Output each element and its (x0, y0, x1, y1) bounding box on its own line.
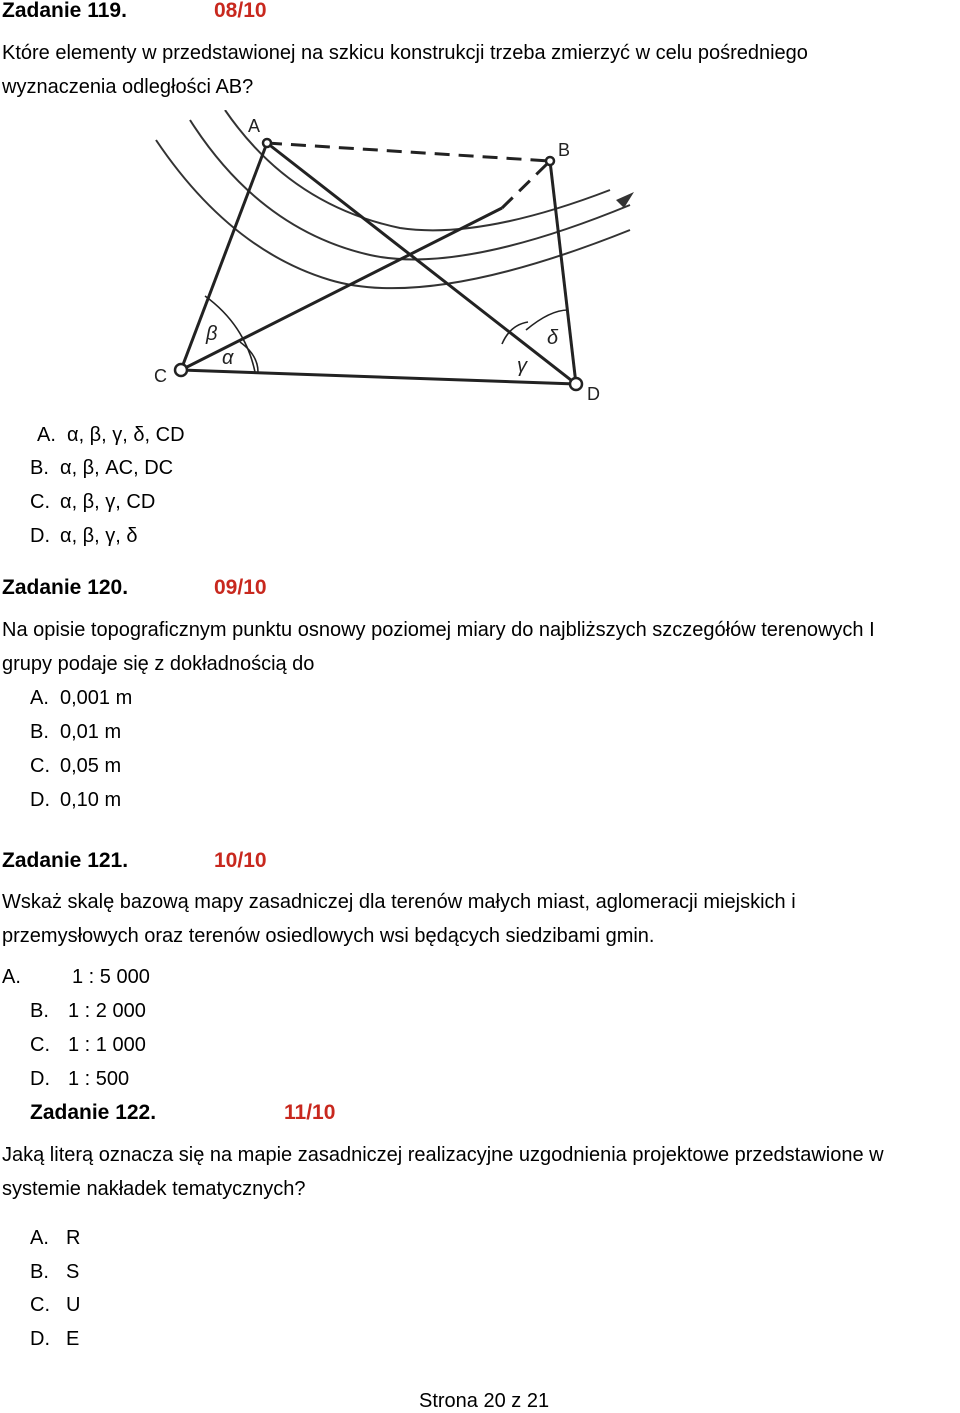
task-121-option-a[interactable]: A. 1 : 5 000 (2, 966, 150, 988)
task-120-option-c[interactable]: C. 0,05 m (30, 755, 122, 777)
task-119-option-d[interactable]: D. α, β, γ, δ (30, 525, 138, 547)
point-c-marker (175, 364, 187, 376)
angle-arc-gamma (502, 322, 528, 344)
question-line: systemie nakładek tematycznych? (2, 1178, 306, 1200)
survey-sketch (150, 110, 650, 410)
line-bd (550, 161, 576, 384)
task-122-title: Zadanie 122. (30, 1101, 157, 1124)
point-a-marker (263, 139, 271, 147)
point-c-label: C (154, 366, 167, 386)
task-121-option-b[interactable]: B. 1 : 2 000 (30, 1000, 146, 1022)
task-119-option-b[interactable]: B. α, β, AC, DC (30, 457, 174, 479)
flow-arrow-icon (616, 192, 634, 208)
angle-beta-label: β (206, 323, 218, 345)
task-120-question (2, 613, 960, 681)
point-a-label: A (248, 116, 261, 136)
line-ad (267, 143, 576, 384)
line-cb-dashed (502, 161, 550, 208)
task-122-option-c[interactable]: C. U (30, 1294, 81, 1316)
terrain-contour (156, 140, 630, 288)
task-119-title: Zadanie 119. (2, 0, 127, 22)
task-121-question (2, 885, 960, 953)
question-line: grupy podaje się z dokładnością do (2, 653, 315, 675)
angle-delta-label: δ (547, 327, 559, 349)
angle-alpha-label: α (222, 347, 234, 369)
task-120-option-a[interactable]: A. 0,001 m (30, 687, 133, 709)
question-line: wyznaczenia odległości AB? (2, 76, 254, 98)
point-b-marker (546, 157, 554, 165)
point-d-marker (570, 378, 582, 390)
task-121-title: Zadanie 121. (2, 849, 129, 872)
line-ca (181, 143, 267, 370)
task-122-option-b[interactable]: B. S (30, 1261, 80, 1283)
task-120-option-b[interactable]: B. 0,01 m (30, 721, 122, 743)
point-b-label: B (558, 140, 571, 160)
task-122-option-d[interactable]: D. E (30, 1328, 80, 1350)
question-line: Jaką literą oznacza się na mapie zasadniczej realizacyjne uzgodnienia projektowe przedstawione w (2, 1144, 884, 1166)
line-ab-dashed (267, 143, 550, 161)
question-line: Które elementy w przedstawionej na szkicu konstrukcji trzeba zmierzyć w celu pośredniego (2, 42, 808, 64)
angle-gamma-label: γ (517, 355, 527, 377)
task-121-code: 10/10 (214, 849, 267, 872)
task-121-option-d[interactable]: D. 1 : 500 (30, 1068, 130, 1090)
task-122-code: 11/10 (284, 1101, 336, 1124)
task-119-option-c[interactable]: C. α, β, γ, CD (30, 491, 156, 513)
task-121-option-c[interactable]: C. 1 : 1 000 (30, 1034, 146, 1056)
task-119-question (2, 36, 960, 104)
task-120-option-d[interactable]: D. 0,10 m (30, 789, 122, 811)
task-120-title: Zadanie 120. (2, 576, 129, 599)
task-120-code: 09/10 (214, 576, 267, 599)
question-line: przemysłowych oraz terenów osiedlowych wsi będących siedzibami gmin. (2, 925, 655, 947)
page-number: Strona 20 z 21 (419, 1390, 550, 1412)
task-119-code: 08/10 (214, 0, 267, 22)
task-122-option-a[interactable]: A. R (30, 1227, 81, 1249)
task-119-option-a[interactable]: A. α, β, γ, δ, CD (37, 424, 185, 446)
question-line: Na opisie topograficznym punktu osnowy poziomej miary do najbliższych szczegółów terenowych I (2, 619, 875, 641)
task-122-question (2, 1138, 960, 1206)
question-line: Wskaż skalę bazową mapy zasadniczej dla terenów małych miast, aglomeracji miejskich i (2, 891, 796, 913)
angle-arc-alpha (240, 342, 258, 372)
point-d-label: D (587, 384, 600, 404)
